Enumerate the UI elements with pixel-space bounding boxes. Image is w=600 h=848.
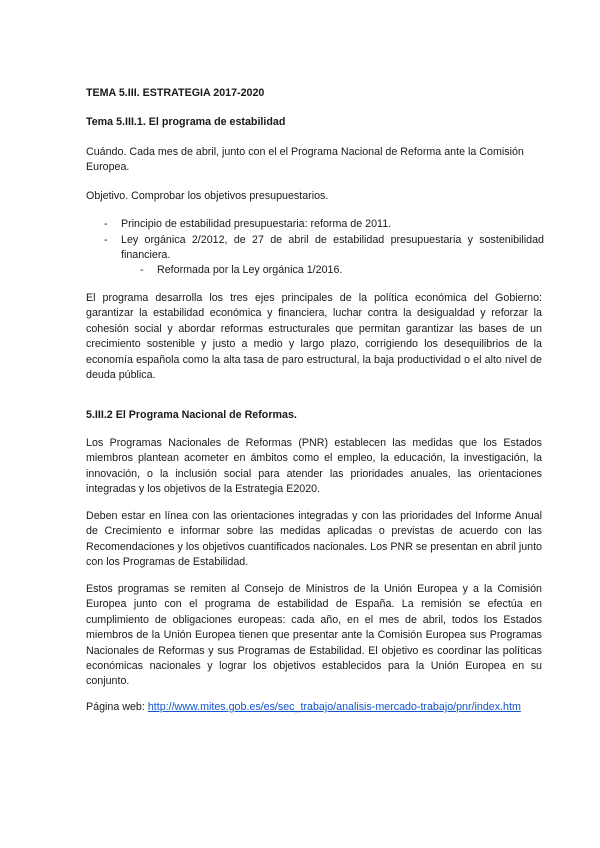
web-label: Página web:: [86, 701, 145, 713]
programa-paragraph: El programa desarrolla los tres ejes principales de la política económica del Gobierno: garantizar la estabilidad económica y financiera, luchar contra la desigualdad y reforzar la cohesión social y abordar reformas estructurales que permitan garantizar las bases de un crecimiento sostenible y justo a medio y largo plazo, corrigiendo los desequilibrios de la economía española como la alta tasa de paro estructural, la baja productividad o el alto nivel de deuda pública.: [86, 292, 542, 382]
list-item-text: Principio de estabilidad presupuestaria: reforma de 2011.: [121, 218, 392, 230]
section1-heading: Tema 5.III.1. El programa de estabilidad: [86, 116, 286, 128]
section2-heading: 5.III.2 El Programa Nacional de Reformas.: [86, 409, 297, 421]
list-item-text: Ley orgánica 2/2012, de 27 de abril de estabilidad presupuestaria y sostenibilidad financiera.: [121, 234, 544, 262]
dash-marker: -: [104, 234, 108, 246]
pnr-paragraph-1: Los Programas Nacionales de Reformas (PNR) establecen las medidas que los Estados miembros plantean acometer en ámbitos como el empleo, la educación, la investigación, la innovación, o la inclusión social para atender las prioridades anuales, las orientaciones integradas y los objetivos de la Estrategia E2020.: [86, 437, 542, 496]
sub-list-item-text: Reformada por la Ley orgánica 1/2016.: [157, 264, 343, 276]
web-link[interactable]: http://www.mites.gob.es/es/sec_trabajo/analisis-mercado-trabajo/pnr/index.htm: [147, 701, 521, 713]
cuando-paragraph: Cuándo. Cada mes de abril, junto con el el Programa Nacional de Reforma ante la Comisión Europea.: [86, 146, 524, 174]
objetivo-paragraph: Objetivo. Comprobar los objetivos presupuestarios.: [86, 190, 329, 202]
tema-title: TEMA 5.III. ESTRATEGIA 2017-2020: [86, 87, 265, 99]
pnr-paragraph-2: Deben estar en línea con las orientaciones integradas y con las prioridades del Informe Anual de Crecimiento e informar sobre las medidas aplicadas o previstas de acuerdo con las Recomendaciones y los objetivos cuantificados nacionales. Los PNR se presentan en abril junto con los Programas de Estabilidad.: [86, 510, 542, 569]
dash-marker: -: [140, 264, 144, 276]
web-line: [86, 700, 556, 715]
pnr-paragraph-3: Estos programas se remiten al Consejo de Ministros de la Unión Europea y a la Comisión Europea junto con el programa de estabilidad de España. La remisión se efectúa en cumplimiento de obligaciones europeas: cada año, en el mes de abril, todos los Estados miembros de la Unión Europea tienen que presentar ante la Comisión Europea sus Programas Nacionales de Reformas y sus Programas de Estabilidad. El objetivo es coordinar las políticas económicas nacionales y lograr los objetivos establecidos para la Unión Europea en su conjunto.: [86, 583, 542, 688]
dash-marker: -: [104, 218, 108, 230]
